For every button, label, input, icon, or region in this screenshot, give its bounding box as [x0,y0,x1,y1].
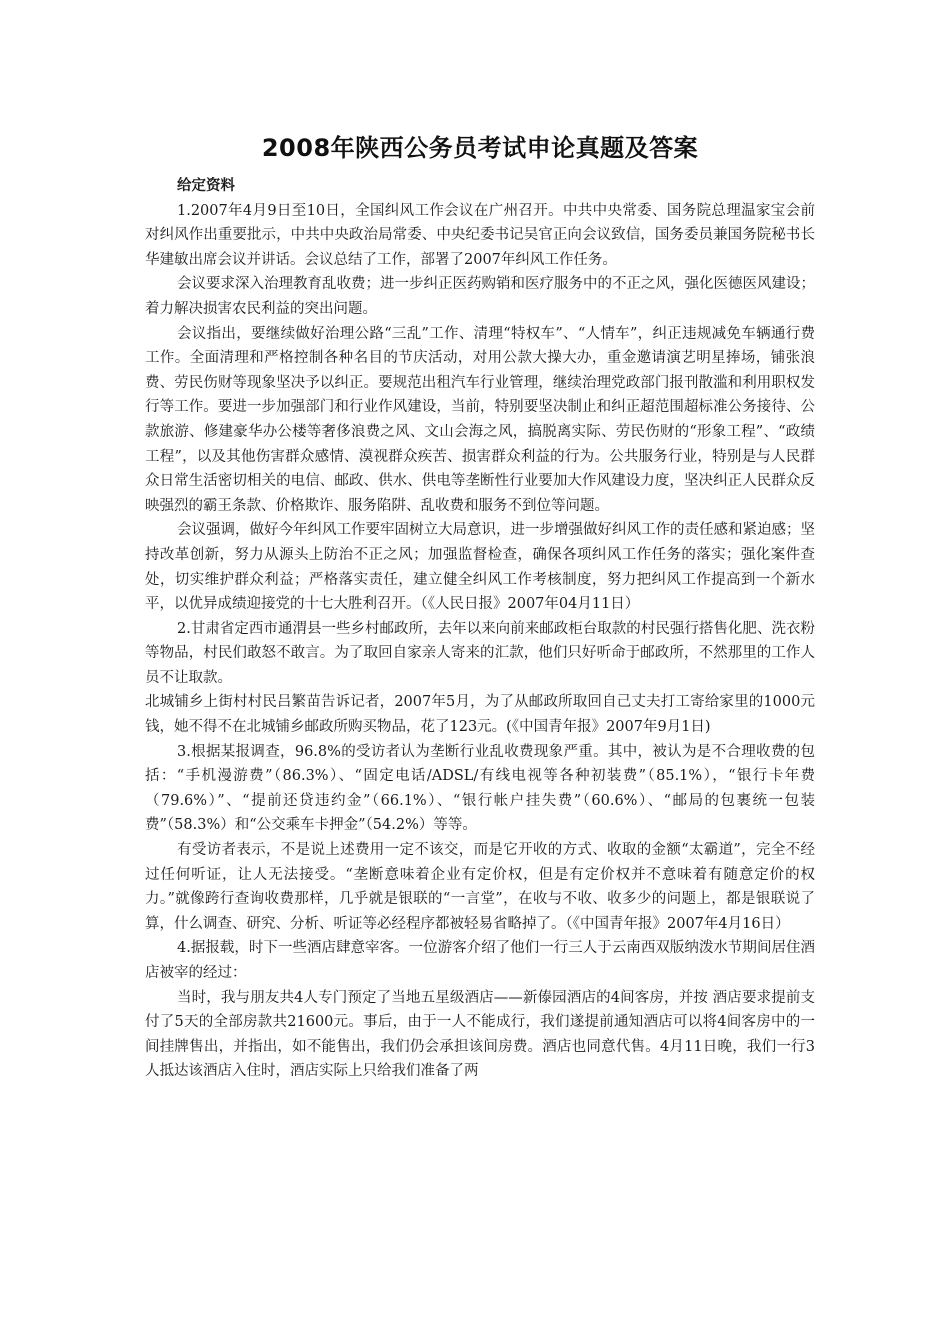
paragraph-7: 3.根据某报调查，96.8%的受访者认为垄断行业乱收费现象严重。其中，被认为是不合理收费的包括：“手机漫游费”（86.3%）、“固定电话/ADSL/有线电视等各种初装费”（85.1%），“银行卡年费（79.6%）”、“提前还贷违约金”（66.1%）、“银行帐户挂失费”（60.6%）、“邮局的包裹统一包装费”（58.3%）和“公交乘车卡押金”（54.2%）等等。 [145,743,815,834]
document-page [145,128,815,1084]
paragraph-6: 北城铺乡上街村村民吕繁苗告诉记者，2007年5月，为了从邮政所取回自己丈夫打工寄给家里的1000元钱，她不得不在北城铺乡邮政所购买物品，花了123元。(《中国青年报》2007年9月1日) [145,694,815,736]
paragraph-8: 有受访者表示，不是说上述费用一定不该交，而是它开收的方式、收取的金额“太霸道”，完全不经过任何听证，让人无法接受。“垄断意味着企业有定价权，但是有定价权并不意味着有随意定价的权力。”就像跨行查询收费那样，几乎就是银联的“一言堂”，在收与不收、收多少的问题上，都是银联说了算，什么调查、研究、分析、听证等必经程序都被轻易省略掉了。（《中国青年报》2007年4月16日） [145,842,815,932]
paragraph-5: 2.甘肃省定西市通渭县一些乡村邮政所，去年以来向前来邮政柜台取款的村民强行搭售化肥、洗衣粉等物品，村民们敢怒不敢言。为了取回自家亲人寄来的汇款，他们只好听命于邮政所，不然那里的工作人员不让取款。 [145,620,815,686]
paragraph-2: 会议要求深入治理教育乱收费；进一步纠正医药购销和医疗服务中的不正之风，强化医德医风建设；着力解决损害农民利益的突出问题。 [145,276,815,317]
paragraph-10: 当时，我与朋友共4人专门预定了当地五星级酒店——新傣园酒店的4间客房，并按 酒店要求提前支付了5天的全部房款共21600元。事后，由于一人不能成行，我们遂提前通知酒店可以将4间客房中的一间挂牌售出，并指出，如不能售出，我们仍会承担该间房费。酒店也同意代售。4月11日晚，我们一行3人抵达该酒店入住时，酒店实际上只给我们准备了两 [145,989,815,1080]
paragraph-1: 1.2007年4月9日至10日，全国纠风工作会议在广州召开。中共中央常委、国务院总理温家宝会前对纠风作出重要批示，中共中央政治局常委、中央纪委书记吴官正向会议致信，国务委员兼国务院秘书长华建敏出席会议并讲话。会议总结了工作，部署了2007年纠风工作任务。 [145,202,815,268]
paragraph-4: 会议强调，做好今年纠风工作要牢固树立大局意识，进一步增强做好纠风工作的责任感和紧迫感；坚持改革创新，努力从源头上防治不正之风；加强监督检查，确保各项纠风工作任务的落实；强化案件查处，切实维护群众利益；严格落实责任，建立健全纠风工作考核制度，努力把纠风工作提高到一个新水平，以优异成绩迎接党的十七大胜利召开。（《人民日报》2007年04月11日） [145,522,815,613]
paragraph-9: 4.据报载，时下一些酒店肆意宰客。一位游客介绍了他们一行三人于云南西双版纳泼水节期间居住酒店被宰的经过： [145,940,815,981]
section-heading: 给定资料 [177,178,235,194]
document-title: 2008年陕西公务员考试申论真题及答案 [261,134,699,162]
paragraph-3: 会议指出，要继续做好治理公路“三乱”工作、清理“特权车”、“人情车”，纠正违规减免车辆通行费工作。全面清理和严格控制各种名目的节庆活动，对用公款大操大办，重金邀请演艺明星捧场，铺张浪费、劳民伤财等现象坚决予以纠正。要规范出租汽车行业管理，继续治理党政部门报刊散滥和利用职权发行等工作。要进一步加强部门和行业作风建设，当前，特别要坚决制止和纠正超范围超标准公务接待、公款旅游、修建豪华办公楼等奢侈浪费之风、文山会海之风，搞脱离实际、劳民伤财的“形象工程”、“政绩工程”，以及其他伤害群众感情、漠视群众疾苦、损害群众利益的行为。公共服务行业，特别是与人民群众日常生活密切相关的电信、邮政、供水、供电等垄断性行业要加大作风建设力度，坚决纠正人民群众反映强烈的霸王条款、价格欺诈、服务陷阱、乱收费和服务不到位等问题。 [145,325,815,514]
